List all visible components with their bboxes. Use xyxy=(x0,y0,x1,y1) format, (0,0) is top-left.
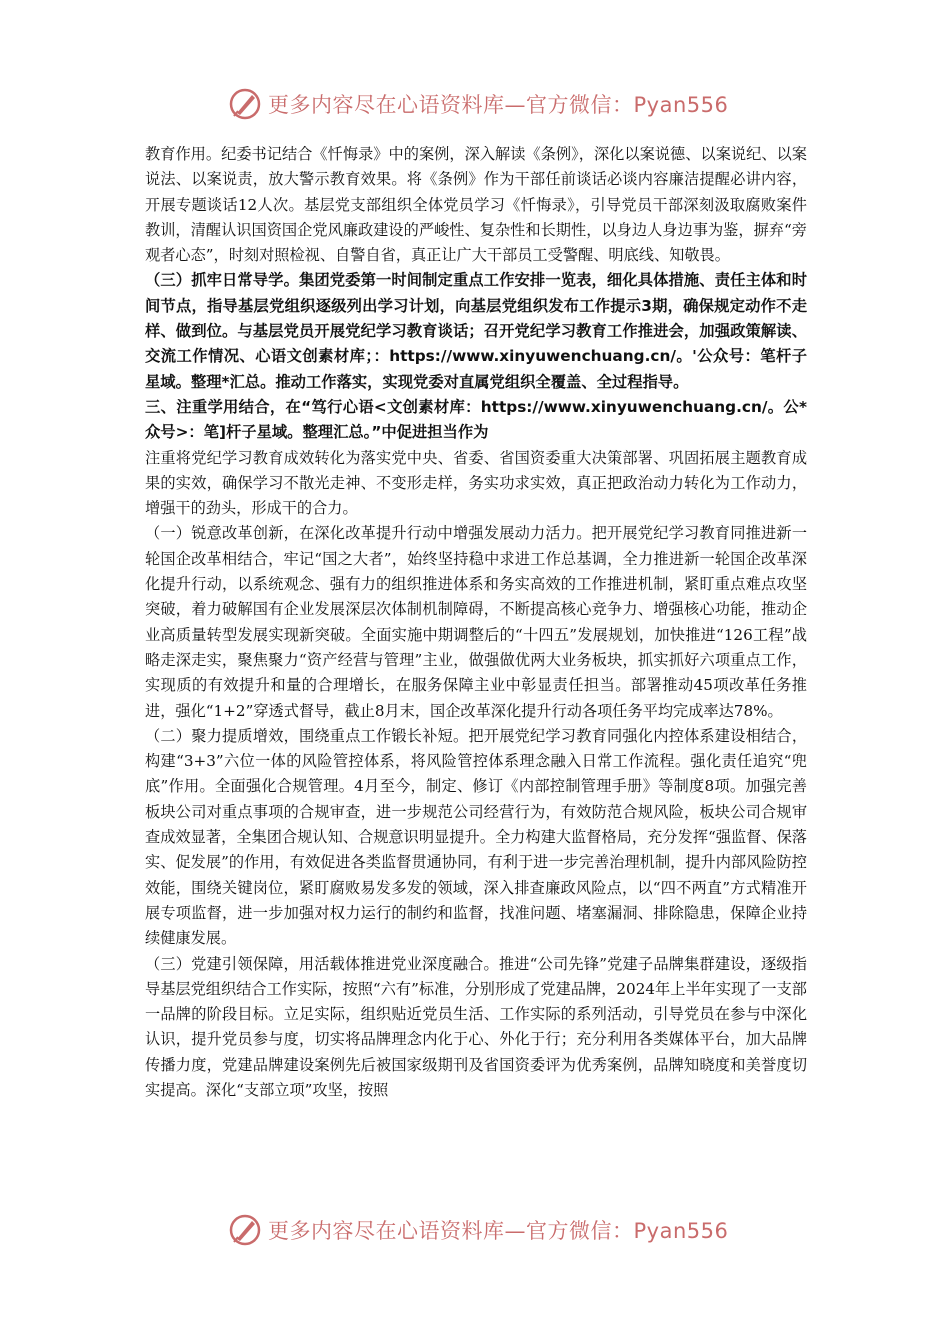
paragraph-daily-study: （三）抓牢日常导学。集团党委第一时间制定重点工作安排一览表，细化具体措施、责任主体和时间节点，指导基层党组织逐级列出学习计划，向基层党组织发布工作提示3期，确保规定动作不走样、做到位。与基层党员开展党纪学习教育谈话；召开党纪学习教育工作推进会，加强政策解读、交流工作情况、心语文创素材库；：https://www.xinyuwenchuang.cn/。'公众号：笔杆子星域。整理*汇总。推动工作落实，实现党委对直属党组织全覆盖、全过程指导。 xyxy=(145,271,807,391)
watermark-banner-top xyxy=(228,84,728,124)
quill-logo-icon xyxy=(228,87,262,121)
document-body xyxy=(145,142,807,1103)
paragraph-reform-innovation: （一）锐意改革创新，在深化改革提升行动中增强发展动力活力。把开展党纪学习教育同推进新一轮国企改革相结合，牢记“国之大者”，始终坚持稳中求进工作总基调，全力推进新一轮国企改革深化提升行动，以系统观念、强有力的组织推进体系和务实高效的工作推进机制，紧盯重点难点攻坚突破，着力破解国有企业发展深层次体制机制障碍，不断提高核心竞争力、增强核心功能，推动企业高质量转型发展实现新突破。全面实施中期调整后的“十四五”发展规划，加快推进“126工程”战略走深走实，聚焦聚力“资产经营与管理”主业，做强做优两大业务板块，抓实抓好六项重点工作，实现质的有效提升和量的合理增长，在服务保障主业中彰显责任担当。部署推动45项改革任务推进，强化“1+2”穿透式督导，截止8月末，国企改革深化提升行动各项任务平均完成率达78%。 xyxy=(145,524,807,720)
paragraph-quality-efficiency: （二）聚力提质增效，围绕重点工作锻长补短。把开展党纪学习教育同强化内控体系建设相结合，构建“3+3”六位一体的风险管控体系，将风险管控体系理念融入日常工作流程。强化责任追究“兜底”作用。全面强化合规管理。4月至今，制定、修订《内部控制管理手册》等制度8项。加强完善板块公司对重点事项的合规审查，进一步规范公司经营行为，有效防范合规风险，板块公司合规审查成效显著，全集团合规认知、合规意识明显提升。全力构建大监督格局，充分发挥“强监督、保落实、促发展”的作用，有效促进各类监督贯通协同，有利于进一步完善治理机制，提升内部风险防控效能，围绕关键岗位，紧盯腐败易发多发的领域，深入排查廉政风险点，以“四不两直”方式精准开展专项监督，进一步加强对权力运行的制约和监督，找准问题、堵塞漏洞、排除隐患，保障企业持续健康发展。 xyxy=(145,726,807,948)
paragraph-education-role: 教育作用。纪委书记结合《忏悔录》中的案例，深入解读《条例》，深化以案说德、以案说纪、以案说法、以案说责，放大警示教育效果。将《条例》作为干部任前谈话必谈内容廉洁提醒必讲内容，开展专题谈话12人次。基层党支部组织全体党员学习《忏悔录》，引导党员干部深刻汲取腐败案件教训，清醒认识国资国企党风廉政建设的严峻性、复杂性和长期性，以身边人身边事为鉴，摒弃“旁观者心态”，时刻对照检视、自警自省，真正让广大干部员工受警醒、明底线、知敬畏。 xyxy=(145,145,807,265)
section-heading-three: 三、注重学用结合，在“笃行心语<文创素材库：https://www.xinyuwenchuang.cn/。公*众号>：笔]杆子星域。整理汇总。”中促进担当作为 xyxy=(145,397,807,442)
watermark-text: 更多内容尽在心语资料库—官方微信：Pyan556 xyxy=(268,93,729,117)
watermark-banner-bottom xyxy=(228,1210,728,1250)
watermark-text: 更多内容尽在心语资料库—官方微信：Pyan556 xyxy=(268,1219,729,1243)
paragraph-section-intro: 注重将党纪学习教育成效转化为落实党中央、省委、省国资委重大决策部署、巩固拓展主题教育成果的实效，确保学习不散光走神、不变形走样，务实功求实效，真正把政治动力转化为工作动力，增强干的劲头，形成干的合力。 xyxy=(145,448,807,518)
quill-logo-icon xyxy=(228,1213,262,1247)
paragraph-party-building: （三）党建引领保障，用活载体推进党业深度融合。推进“公司先锋”党建子品牌集群建设，逐级指导基层党组织结合工作实际，按照“六有”标准，分别形成了党建品牌，2024年上半年实现了一支部一品牌的阶段目标。立足实际，组织贴近党员生活、工作实际的系列活动，引导党员在参与中深化认识，提升党员参与度，切实将品牌理念内化于心、外化于行；充分利用各类媒体平台，加大品牌传播力度，党建品牌建设案例先后被国家级期刊及省国资委评为优秀案例，品牌知晓度和美誉度切实提高。深化“支部立项”攻坚，按照 xyxy=(145,954,807,1099)
